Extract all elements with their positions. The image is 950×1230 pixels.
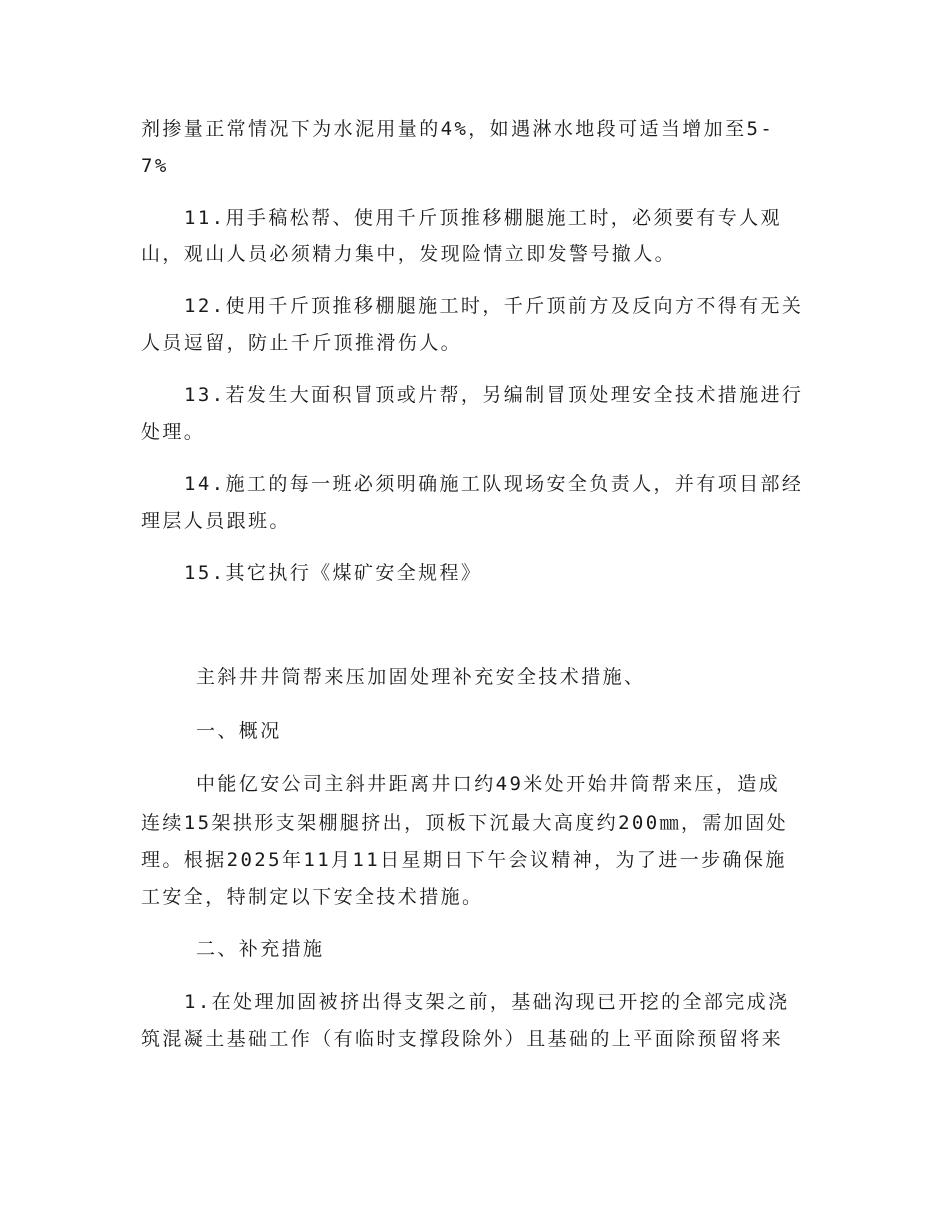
text-line: 山，观山人员必须精力集中，发现险情立即发警号撤人。 [141,243,677,265]
text-line: 12.使用千斤顶推移棚腿施工时，千斤顶前方及反向方不得有无关 [184,295,804,317]
text-line: 1.在处理加固被挤出得支架之前，基础沟现已开挖的全部完成浇 [184,991,790,1013]
text-line: 理。根据2025年11月11日星期日下午会议精神，为了进一步确保施 [141,849,787,871]
text-line: 剂掺量正常情况下为水泥用量的4%，如遇淋水地段可适当增加至5- [141,118,775,140]
text-line: 7% [141,155,169,177]
text-line: 中能亿安公司主斜井距离井口约49米处开始井筒帮来压，造成 [196,773,781,795]
text-line: 筑混凝土基础工作（有临时支撑段除外）且基础的上平面除预留将来 [141,1028,784,1050]
text-line: 14.施工的每一班必须明确施工队现场安全负责人，并有项目部经 [184,473,804,495]
text-line: 13.若发生大面积冒顶或片帮，另编制冒顶处理安全技术措施进行 [184,384,804,406]
text-line: 11.用手稿松帮、使用千斤顶推移棚腿施工时，必须要有专人观 [184,207,782,229]
text-line: 15.其它执行《煤矿安全规程》 [184,562,483,584]
section-heading: 二、补充措施 [196,938,325,960]
section-heading: 一、概况 [196,720,282,742]
text-line: 工安全，特制定以下安全技术措施。 [141,886,484,908]
text-line: 理层人员跟班。 [141,510,291,532]
text-line: 连续15架拱形支架棚腿挤出，顶板下沉最大高度约200㎜，需加固处 [141,812,788,834]
text-line: 处理。 [141,421,206,443]
section-heading: 主斜井井筒帮来压加固处理补充安全技术措施、 [196,666,646,688]
text-line: 人员逗留，防止千斤顶推滑伤人。 [141,332,463,354]
